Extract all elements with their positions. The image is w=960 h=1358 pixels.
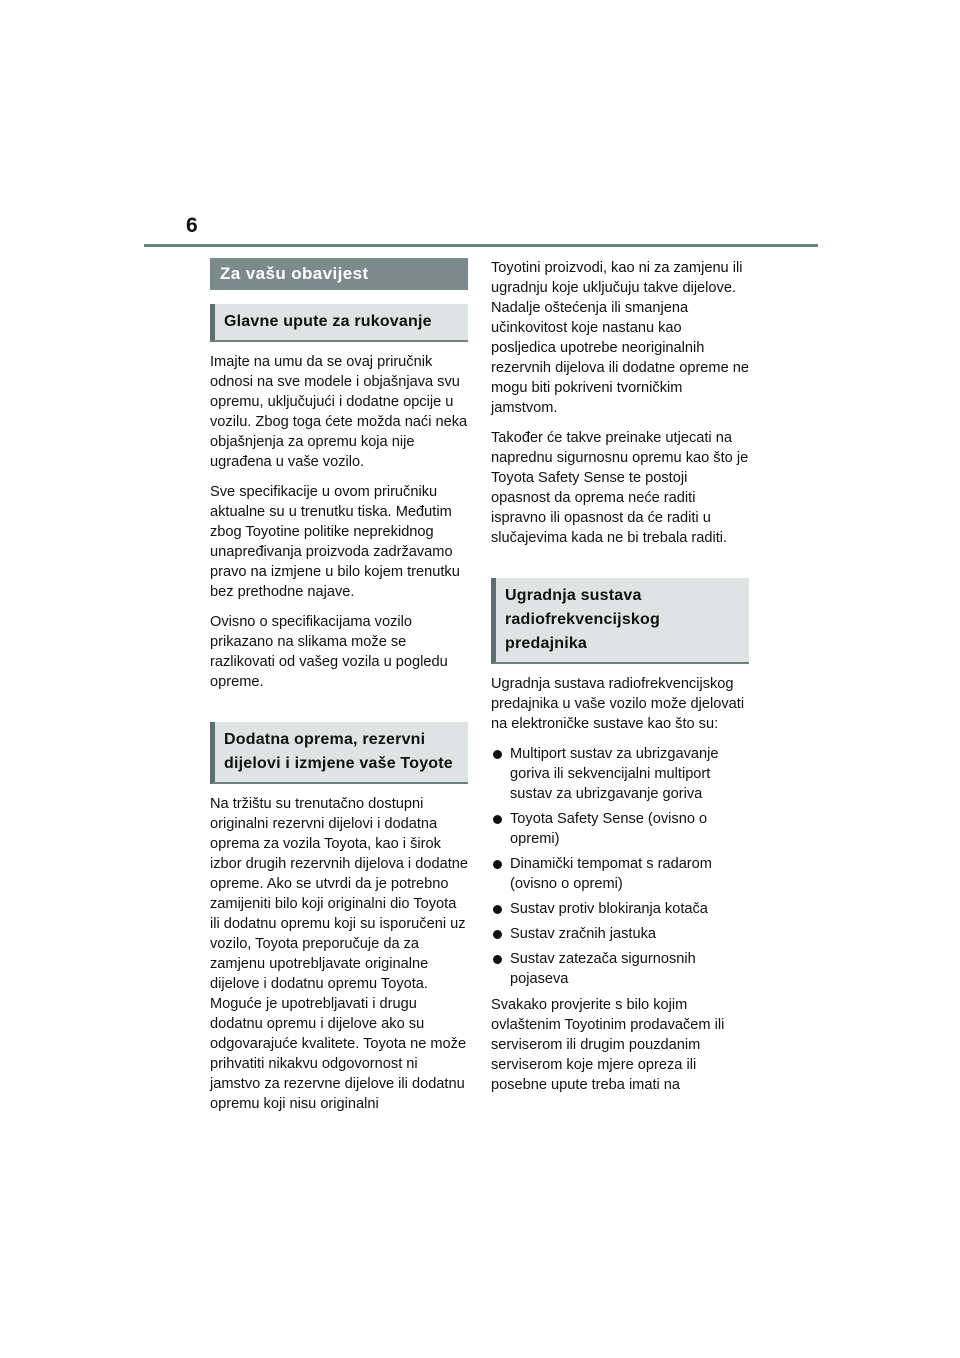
bullet-list <box>491 744 749 989</box>
right-column <box>491 258 749 1105</box>
paragraph: Toyotini proizvodi, kao ni za zamjenu ili ugradnju koje uključuju takve dijelove. Nadalje oštećenja ili smanjena učinkovitost koje nastanu kao posljedica upotrebe neoriginalnih rezervnih dijelova ili dodatne opreme ne mogu biti pokriveni tvorničkim jamstvom. <box>491 260 749 416</box>
bullet-icon <box>493 955 502 964</box>
list-item <box>491 744 749 804</box>
list-item-text: Sustav protiv blokiranja kotača <box>510 901 708 917</box>
paragraph: Također će takve preinake utjecati na naprednu sigurnosnu opremu kao što je Toyota Safety Sense te postoji opasnost da oprema neće raditi ispravno ili opasnost da će raditi u slučajevima kada ne bi trebala raditi. <box>491 430 749 546</box>
list-item-text: Sustav zračnih jastuka <box>510 926 657 942</box>
paragraph: Na tržištu su trenutačno dostupni originalni rezervni dijelovi i dodatna oprema za vozila Toyota, kao i širok izbor drugih rezervnih dijelova i dodatne opreme. Ako se utvrdi da je potrebno zamijeniti bilo koji originalni dio Toyota ili dodatnu opremu koji su isporučeni uz vozilo, Toyota preporučuje da za zamjenu upotrebljavate originalne dijelove i dodatnu opremu Toyota. Moguće je upotrebljavati i drugu dodatnu opremu i dijelove ako su odgovarajuće kvalitete. Toyota ne može prihvatiti nikakvu odgovornost ni jamstvo za rezervne dijelove ili dodatnu opremu koji nisu originalni <box>210 796 468 1112</box>
list-item <box>491 949 749 989</box>
header-rule <box>144 244 818 247</box>
paragraph: Imajte na umu da se ovaj priručnik odnosi na sve modele i objašnjava svu opremu, uključujući i dodatne opcije u vozilu. Zbog toga ćete možda naći neka objašnjenja za opremu koja nije ugrađena u vaše vozilo. <box>210 354 468 470</box>
heading-accessories-parts: Dodatna oprema, rezervni dijelovi i izmjene vaše Toyote <box>210 722 468 784</box>
left-column <box>210 258 468 1124</box>
page-number: 6 <box>186 214 198 237</box>
paragraph: Svakako provjerite s bilo kojim ovlaštenim Toyotinim prodavačem ili serviserom ili drugim pouzdanim serviserom koje mjere opreza ili posebne upute treba imati na <box>491 997 725 1093</box>
bullet-icon <box>493 815 502 824</box>
paragraph: Ovisno o specifikacijama vozilo prikazano na slikama može se razlikovati od vašeg vozila u pogledu opreme. <box>210 614 448 690</box>
bullet-icon <box>493 930 502 939</box>
list-item-text: Multiport sustav za ubrizgavanje goriva ili sekvencijalni multiport sustav za ubrizgavanje goriva <box>510 746 719 802</box>
list-item <box>491 924 749 944</box>
heading-rf-transmitter: Ugradnja sustava radiofrekvencijskog predajnika <box>491 578 749 664</box>
section-banner: Za vašu obavijest <box>210 258 468 290</box>
heading-main-instructions: Glavne upute za rukovanje <box>210 304 468 342</box>
list-item-text: Toyota Safety Sense (ovisno o opremi) <box>510 811 708 847</box>
list-item <box>491 854 749 894</box>
bullet-icon <box>493 750 502 759</box>
list-item-text: Sustav zatezača sigurnosnih pojaseva <box>510 951 696 987</box>
paragraph: Sve specifikacije u ovom priručniku aktualne su u trenutku tiska. Međutim zbog Toyotine politike neprekidnog unapređivanja proizvoda zadržavamo pravo na izmjene u bilo kojem trenutku bez prethodne najave. <box>210 484 460 600</box>
bullet-icon <box>493 905 502 914</box>
bullet-icon <box>493 860 502 869</box>
list-item <box>491 899 749 919</box>
list-item <box>491 809 749 849</box>
list-item-text: Dinamički tempomat s radarom (ovisno o opremi) <box>510 856 712 892</box>
paragraph: Ugradnja sustava radiofrekvencijskog predajnika u vaše vozilo može djelovati na elektroničke sustave kao što su: <box>491 676 745 732</box>
